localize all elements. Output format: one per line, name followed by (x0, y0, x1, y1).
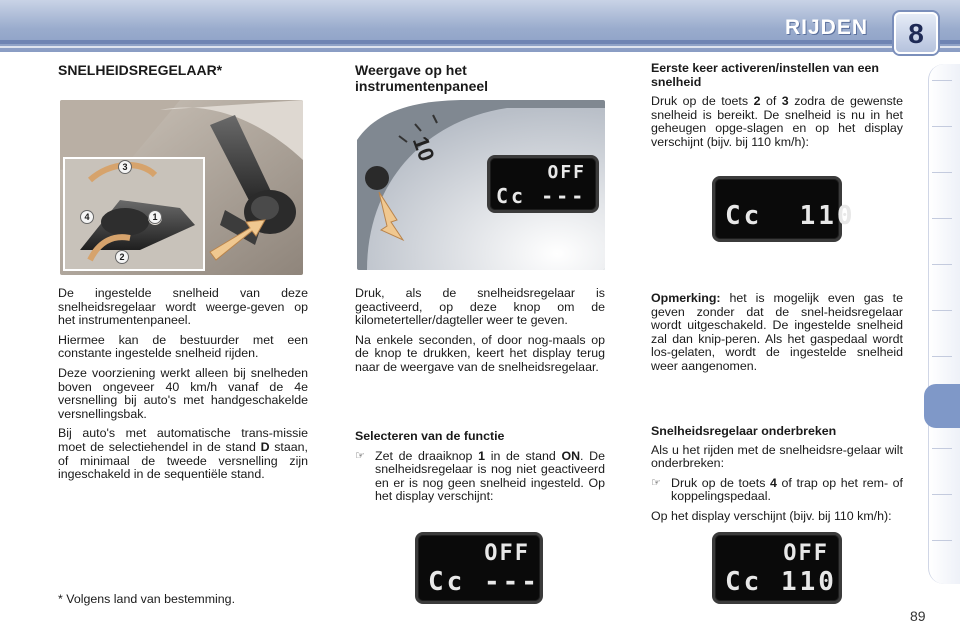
note-paragraph (651, 292, 903, 374)
tab-divider (932, 264, 952, 265)
interrupt-section (651, 425, 903, 530)
text-run: zodra de gewenste snelheid is bereikt. De snelheid is nu in het geheugen opge-slagen en op het display verschijnt (bijv. bij 110 km/h): (651, 94, 904, 149)
page-number: 89 (910, 608, 926, 624)
pointing-hand-icon: ☞ (651, 476, 661, 489)
header-stripe (0, 40, 960, 44)
button-number-4: 4 (770, 475, 777, 490)
instrument-display (487, 155, 599, 213)
callout-3: 3 (118, 160, 132, 174)
note-label: Opmerking: (651, 291, 721, 305)
display-shows-paragraph: Op het display verschijnt (bijv. bij 110 km/h): (651, 508, 892, 523)
header-highlight (0, 46, 960, 48)
step-text (375, 450, 605, 504)
interrupt-heading: Snelheidsregelaar onderbreken (651, 424, 837, 438)
text-run: Druk op de toets (651, 94, 754, 109)
middle-paragraph-1: Druk, als de snelheidsregelaar is geactiveerd, op deze knop om de kilometerteller/dagteller weer te geven. (355, 286, 605, 328)
left-heading: SNELHEIDSREGELAAR* (58, 62, 223, 78)
tab-divider (932, 356, 952, 357)
tab-divider (932, 540, 952, 541)
step-text (671, 477, 903, 504)
display-off-text: OFF (783, 541, 829, 566)
knob-number: 1 (478, 448, 486, 463)
display-speed-set (712, 176, 856, 242)
dial-number: 10 (407, 133, 440, 165)
middle-paragraph-2: Na enkele seconden, of door nog-maals op de knop te drukken, keert het display terug naar de weergave van de snelheidsregelaar. (355, 332, 605, 374)
left-paragraph-4 (58, 427, 308, 481)
steering-stalk-photo (60, 100, 303, 275)
text-run: staan, of minimaal de tweede versnelling zijn ingeschakeld in de sequentiële stand. (58, 439, 308, 482)
pointing-hand-icon: ☞ (355, 449, 365, 462)
text-run: Zet de draaiknop (375, 448, 479, 463)
display-cc-text: Cc --- (496, 184, 587, 208)
gear-position-d: D (260, 439, 270, 454)
display-off-text: OFF (484, 541, 530, 566)
footnote: * Volgens land van bestemming. (58, 592, 236, 606)
callout-2: 2 (115, 250, 129, 264)
button-number-2: 2 (753, 94, 761, 109)
callout-4: 4 (80, 210, 94, 224)
display-cc-110: Cc 110 (725, 567, 837, 597)
page-title: RIJDEN (784, 16, 868, 39)
text-run: Bij auto's met automatische trans-missie moet de selectiehendel in de stand (58, 426, 308, 454)
display-cc-110: Cc 110 (725, 201, 856, 231)
left-paragraph-2: Hiermee kan de bestuurder met een constante ingestelde snelheid rijden. (58, 332, 308, 361)
note-section (651, 292, 903, 380)
text-run: Druk op de toets (671, 475, 770, 490)
text-run: of (760, 94, 782, 109)
display-off-110 (712, 532, 842, 604)
text-run: . De snelheidsregelaar is nog niet geactiveerd en er is nog geen snelheid ingesteld. Op het display verschijnt: (375, 448, 605, 504)
left-paragraph-1: De ingestelde snelheid van deze snelheidsregelaar wordt weerge-geven op het instrumentenpaneel. (58, 286, 308, 328)
tab-divider (932, 126, 952, 127)
steering-stalk-illustration (60, 100, 303, 275)
tab-divider (932, 172, 952, 173)
chapter-tab-active[interactable] (924, 384, 960, 428)
tab-divider (932, 310, 952, 311)
activate-heading: Eerste keer activeren/instellen van een snelheid (651, 61, 879, 89)
middle-column-text (355, 287, 605, 381)
text-run: of trap op het rem- of koppelingspedaal. (671, 475, 903, 504)
chapter-tab-strip (928, 64, 960, 584)
interrupt-paragraph: Als u het rijden met de snelheidsre-gelaar wilt onderbreken: (651, 442, 903, 471)
left-paragraph-3: Deze voorziening werkt alleen bij snelheden boven ongeveer 40 km/h vanaf de 4e versnelling bij auto's met handgeschakelde versnellingsbak. (58, 365, 308, 421)
middle-heading: Weergave op het instrumentenpaneel (355, 62, 489, 94)
chapter-number: 8 (908, 18, 924, 49)
text-run: in de stand (485, 448, 562, 463)
activate-paragraph (651, 95, 903, 149)
tab-divider (932, 80, 952, 81)
button-number-3: 3 (781, 94, 789, 109)
tab-divider (932, 448, 952, 449)
tab-divider (932, 218, 952, 219)
left-column-text (58, 287, 308, 488)
select-function-heading: Selecteren van de functie (355, 429, 505, 443)
tab-divider (932, 494, 952, 495)
select-function-step (355, 450, 605, 504)
activate-section (651, 62, 903, 156)
select-function-section (355, 430, 605, 510)
interrupt-step (651, 477, 903, 504)
on-position: ON (561, 448, 581, 463)
note-text: het is mogelijk even gas te geven zonder dat de snel-heidsregelaar wordt uitgeschakeld. De ingestelde snelheid zal dan knip-peren. Als het gaspedaal wordt los-gelaten, wordt de ingestelde snelheid weer aangenomen. (651, 291, 903, 373)
chapter-badge (894, 12, 938, 54)
instrument-panel-photo (357, 100, 605, 270)
callout-1: 1 (148, 210, 162, 224)
display-cc-text: Cc --- (428, 567, 540, 597)
display-off-text: OFF (547, 162, 586, 183)
display-off-dashes (415, 532, 543, 604)
